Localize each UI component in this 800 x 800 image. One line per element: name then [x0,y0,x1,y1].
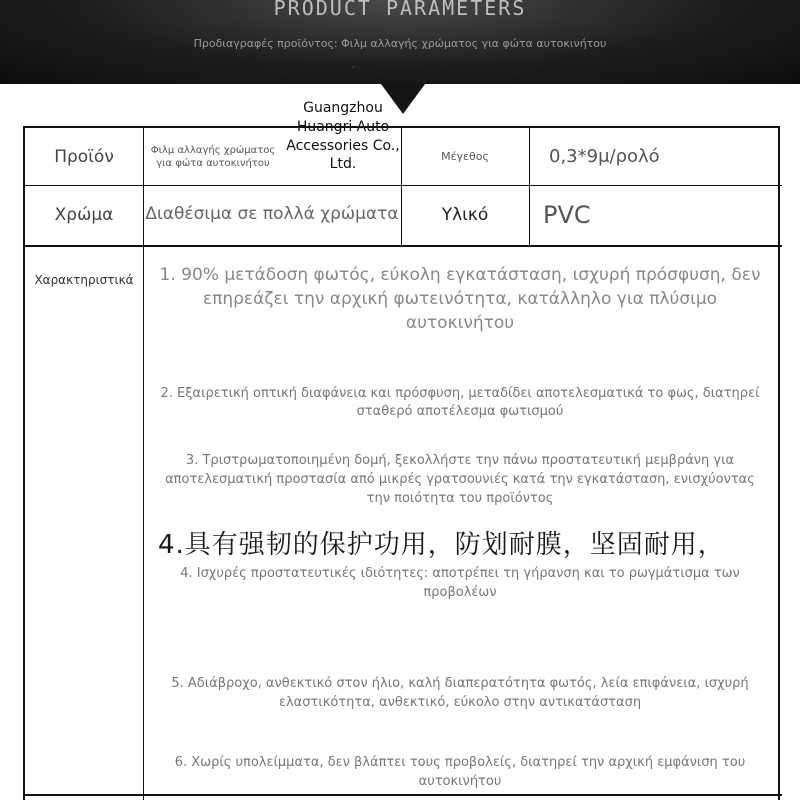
feature-item: 2. Εξαιρετική οπτική διαφάνεια και πρόσφυση, μεταδίδει αποτελεσματικά το φως, διατηρεί σταθερό αποτέλεσμα φωτισμού [160,386,760,419]
feature-item: 6. Χωρίς υπολείμματα, δεν βλάπτει τους προβολείς, διατηρεί την αρχική εμφάνιση του αυτοκινήτου [174,755,746,789]
company-name: Guangzhou Huangri Auto Accessories Co., Ltd. [286,99,400,173]
size-label: Μέγεθος [441,150,489,163]
page-subtitle: Προδιαγραφές προϊόντος: Φιλμ αλλαγής χρώματος για φώτα αυτοκινήτου [193,37,607,50]
feature-item: 1. 90% μετάδοση φωτός, εύκολη εγκατάσταση, ισχυρή πρόσφυση, δεν επηρεάζει την αρχική φωτεινότητα, κατάλληλο για πλύσιμο αυτοκινήτου [159,265,761,333]
parameters-table [23,99,780,800]
decorative-dot [352,66,354,68]
material-label: Υλικό [441,205,489,225]
feature-item: 4. Ισχυρές προστατευτικές ιδιότητες: αποτρέπει τη γήρανση και το ρωγμάτισμα των προβολέων [180,566,740,600]
header-banner [0,0,800,84]
product-value: Φιλμ αλλαγής χρώματος για φώτα αυτοκινήτου [150,144,276,169]
color-value: Διαθέσιμα σε πολλά χρώματα [145,204,399,225]
color-label: Χρώμα [54,205,114,225]
material-value: PVC [543,201,591,229]
row-divider [25,245,782,247]
features-label: Χαρακτηριστικά [34,273,134,287]
size-value: 0,3*9μ/ρολό [549,146,660,167]
row-divider [25,794,782,796]
overlay-caption: 4.具有强韧的保护功用，防划耐膜，坚固耐用， [158,530,725,560]
product-label: Προϊόν [54,146,114,167]
feature-item: 5. Αδιάβροχο, ανθεκτικό στον ήλιο, καλή διαπερατότητα φωτός, λεία επιφάνεια, ισχυρή ελαστικότητα, ανθεκτικό, εύκολο στην αντικατάσταση [171,676,749,710]
page-title: PRODUCT PARAMETERS [273,0,527,20]
feature-item: 3. Τριστρωματοποιημένη δομή, ξεκολλήστε την πάνω προστατευτική μεμβράνη για αποτελεσματική προστασία από μικρές γρατσουνιές κατά την εγκατάσταση, ενισχύοντας την ποιότητα του προϊόντος [165,453,755,506]
